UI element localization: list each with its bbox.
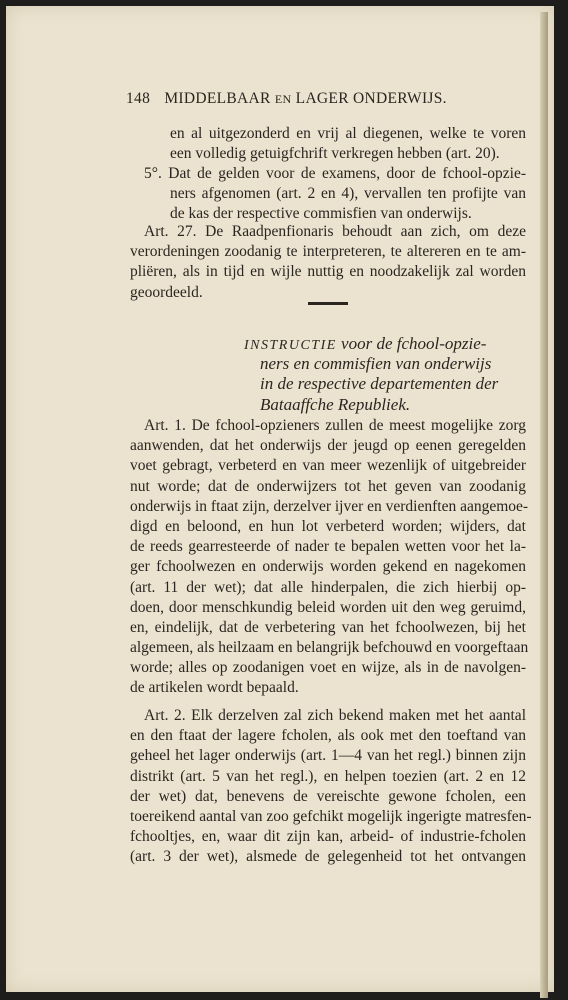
text-line: doen, door menschkundig beleid worden uit den weg geruimd, bbox=[130, 598, 526, 616]
text-line: nut worde; dat de onderwijzers tot het geven van zoodanig bbox=[130, 477, 526, 495]
paragraph-continuation bbox=[170, 124, 526, 164]
page-number: 148 bbox=[126, 90, 151, 107]
running-title-en: EN bbox=[274, 92, 292, 106]
paragraph-art-27 bbox=[130, 222, 526, 303]
heading-caps: INSTRUCTIE bbox=[244, 338, 337, 353]
text-line: der wet) dat, benevens de vereischte gewone fcholen, een bbox=[130, 787, 526, 805]
text-line: en al uitgezonderd en vrij al diegenen, welke te voren bbox=[170, 125, 526, 142]
heading-line3: in de respective departementen der bbox=[260, 374, 499, 394]
text-line: distrikt (art. 5 van het regl.), en helpen toezien (art. 2 en 12 bbox=[130, 767, 526, 785]
text-line: de artikelen wordt bepaald. bbox=[130, 679, 299, 697]
text-line: (art. 3 der wet), alsmede de gelegenheid tot het ontvangen bbox=[130, 848, 526, 866]
text-line: Art. 27. De Raadpenfionaris behoudt aan zich, om deze bbox=[144, 223, 526, 240]
running-head bbox=[126, 90, 486, 108]
section-heading bbox=[244, 333, 530, 414]
text-line: 5°. Dat de gelden voor de examens, door de fchool-opzie- bbox=[144, 165, 526, 182]
text-line: onderwijs in ftaat zijn, derzelver ijver en verdienften aangemoe- bbox=[130, 497, 529, 515]
paragraph-art-2 bbox=[130, 706, 532, 868]
text-line: aanwenden, dat het onderwijs der jeugd op eenen geregelden bbox=[130, 437, 526, 455]
text-line: algemeen, als heilzaam en belangrijk befchouwd en voorgeftaan bbox=[130, 639, 529, 657]
paragraph-item-5 bbox=[144, 164, 526, 225]
text-line: verordeningen zoodanig te interpreteren, te altereren en te am- bbox=[130, 243, 526, 261]
text-line: en, eindelijk, dat de verbetering van het fchoolwezen, bij het bbox=[130, 618, 526, 636]
text-line: Art. 1. De fchool-opzieners zullen de meest mogelijke zorg bbox=[144, 417, 526, 434]
text-line: ger fchoolwezen en onderwijs worden gekend en nagekomen bbox=[130, 558, 526, 576]
text-line: een volledig getuigfchrift verkregen hebben (art. 20). bbox=[170, 145, 500, 163]
text-line: ners afgenomen (art. 2 en 4), vervallen ten profijte van bbox=[170, 185, 526, 203]
text-line: Art. 2. Elk derzelven zal zich bekend maken met het aantal bbox=[144, 707, 526, 724]
section-divider bbox=[308, 302, 348, 305]
heading-line4: Bataaffche Republiek. bbox=[260, 394, 411, 414]
page-edge-shadow bbox=[540, 12, 548, 998]
text-line: en den ftaat der lagere fcholen, als ook met den toeftand van bbox=[130, 727, 526, 745]
text-line: (art. 11 der wet); dat alle hinderpalen, die zich hierbij op- bbox=[130, 578, 526, 596]
running-title-part1: MIDDELBAAR bbox=[164, 90, 271, 107]
text-line: geoordeeld. bbox=[130, 283, 203, 301]
text-line: pliëren, als in tijd en wijle nuttig en noodzakelijk zal worden bbox=[130, 263, 526, 281]
text-line: fchooltjes, en, waar dit zijn kan, arbeid- of industrie-fcholen bbox=[130, 828, 526, 846]
running-title-part2: LAGER ONDERWIJS. bbox=[295, 90, 447, 107]
text-line: geheel het lager onderwijs (art. 1—4 van het regl.) binnen zijn bbox=[130, 747, 526, 765]
text-line: de reeds gearresteerde of nader te bepalen wetten voor het la- bbox=[130, 538, 526, 556]
text-line: voet gebragt, verbeterd en van meer wezenlijk of uitgebreider bbox=[130, 457, 526, 475]
paragraph-art-1 bbox=[130, 416, 529, 699]
text-line: digd en beloond, en hun lot verbeterd worden; wijders, dat bbox=[130, 517, 526, 535]
heading-line1: voor de fchool-opzie- bbox=[336, 334, 487, 353]
text-line: toereikend aantal van zoo gefchikt mogelijk ingerigte matresfen- bbox=[130, 807, 532, 825]
text-line: de kas der respective commisfien van onderwijs. bbox=[170, 205, 472, 223]
heading-line2: ners en commisfien van onderwijs bbox=[260, 354, 492, 374]
text-line: worde; alles op zoodanigen voet en wijze, als in de navolgen- bbox=[130, 659, 526, 677]
